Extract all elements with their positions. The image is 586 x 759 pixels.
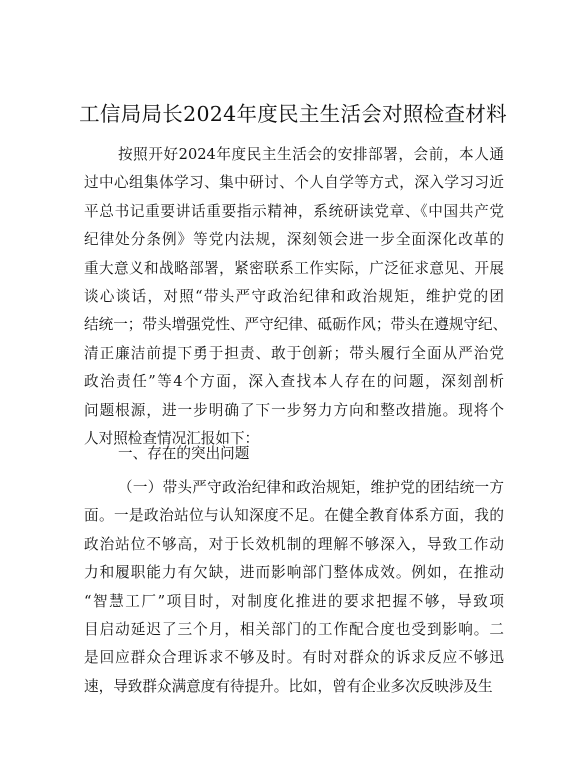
paragraph-line: 重大意义和战略部署，紧密联系工作实际，广泛征求意见、开展 bbox=[84, 259, 504, 277]
section-paragraph bbox=[84, 474, 504, 701]
paragraph-line: 纪律处分条例》等党内法规，深刻领会进一步全面深化改革的 bbox=[84, 231, 504, 249]
paragraph-line: 目启动延迟了三个月，相关部门的工作配合度也受到影响。二 bbox=[84, 620, 504, 638]
paragraph-line: 政治站位不够高，对于长效机制的理解不够深入，导致工作动 bbox=[84, 535, 504, 553]
paragraph-line: 面。一是政治站位与认知深度不足。在健全教育体系方面，我的 bbox=[84, 507, 504, 525]
paragraph-line: 清正廉洁前提下勇于担责、敢于创新；带头履行全面从严治党 bbox=[84, 344, 504, 362]
paragraph-line: 按照开好2024年度民主生活会的安排部署，会前，本人通 bbox=[118, 146, 504, 163]
paragraph-line: 政治责任”等4个方面，深入查找本人存在的问题，深刻剖析 bbox=[84, 373, 504, 391]
paragraph-line: 是回应群众合理诉求不够及时。有时对群众的诉求反应不够迅 bbox=[84, 649, 504, 667]
paragraph-line: 结统一；带头增强党性、严守纪律、砥砺作风；带头在遵规守纪、 bbox=[84, 316, 508, 334]
paragraph-line: 谈心谈话，对照“带头严守政治纪律和政治规矩，维护党的团 bbox=[84, 287, 504, 305]
paragraph-line: 过中心组集体学习、集中研讨、个人自学等方式，深入学习习近 bbox=[84, 174, 504, 192]
paragraph-line: 平总书记重要讲话重要指示精神，系统研读党章、《中国共产党 bbox=[84, 202, 504, 220]
document-title: 工信局局长2024年度民主生活会对照检查材料 bbox=[79, 102, 507, 126]
paragraph-line: “智慧工厂”项目时，对制度化推进的要求把握不够，导致项 bbox=[84, 592, 504, 610]
intro-paragraph bbox=[84, 141, 508, 453]
paragraph-line: 速，导致群众满意度有待提升。比如，曾有企业多次反映涉及生 bbox=[84, 677, 493, 695]
section-heading: 一、存在的突出问题 bbox=[118, 445, 250, 462]
paragraph-line: 人对照检查情况汇报如下： bbox=[84, 429, 260, 447]
paragraph-line: （一）带头严守政治纪律和政治规矩，维护党的团结统一方 bbox=[118, 479, 504, 496]
paragraph-line: 力和履职能力有欠缺，进而影响部门整体成效。例如，在推动 bbox=[84, 564, 504, 582]
paragraph-line: 问题根源，进一步明确了下一步努力方向和整改措施。现将个 bbox=[84, 401, 504, 419]
